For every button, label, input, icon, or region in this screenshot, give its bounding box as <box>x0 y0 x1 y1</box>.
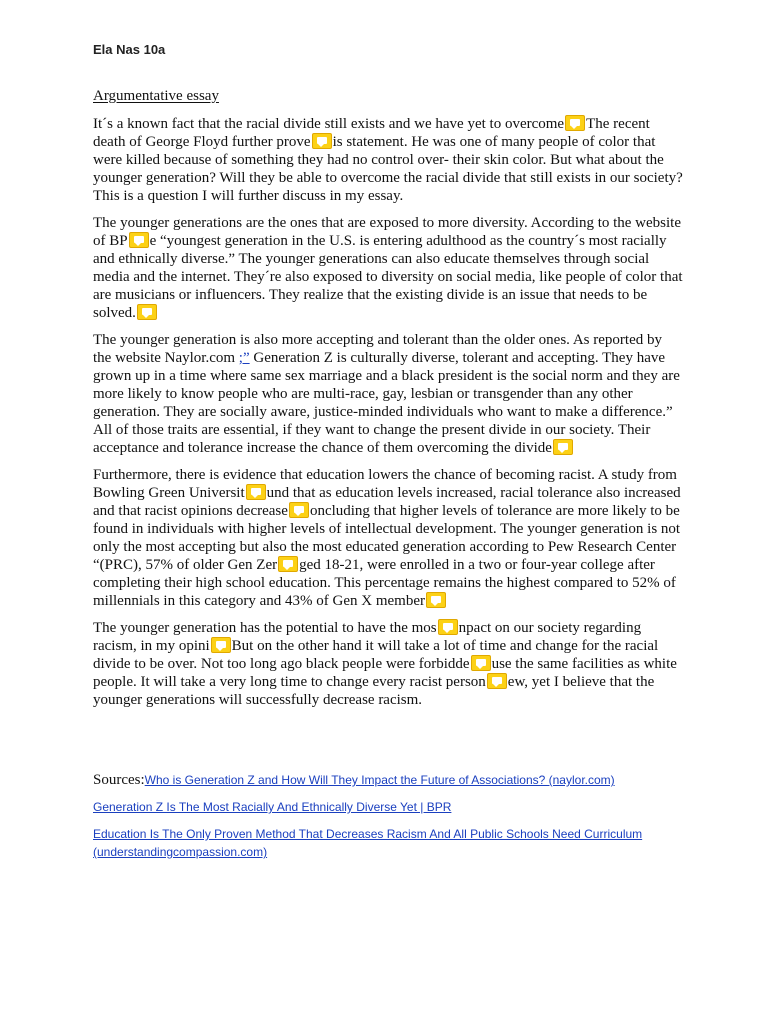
comment-icon[interactable] <box>278 556 298 572</box>
paragraph-4 <box>93 466 683 610</box>
text-run: is statement. He was one of many people of color that were killed because of something they had no control over- their skin color. But what about the younger generation? Will they be able to overcome the racial divide that still exists in our society? This is a question I will further discuss in my essay. <box>93 134 683 204</box>
comment-icon[interactable] <box>137 304 157 320</box>
paragraph-3 <box>93 331 683 457</box>
comment-icon[interactable] <box>438 619 458 635</box>
comment-icon[interactable] <box>312 133 332 149</box>
comment-icon[interactable] <box>211 637 231 653</box>
source-link[interactable]: Generation Z Is The Most Racially And Ethnically Diverse Yet | BPR <box>93 800 452 814</box>
source-link[interactable]: Who is Generation Z and How Will They Impact the Future of Associations? (naylor.com) <box>144 773 615 787</box>
text-run: use the same facilities as white people. It will take a very long time to change every racist person <box>93 656 677 690</box>
source-line-2 <box>93 798 683 816</box>
paragraph-5 <box>93 619 683 709</box>
footnote-link[interactable]: ;” <box>238 350 250 366</box>
comment-icon[interactable] <box>565 115 585 131</box>
text-run: e “youngest generation in the U.S. is entering adulthood as the country´s most racially and ethnically diverse.” The younger generations can also educate themselves through social media and the internet. They´re also exposed to diversity on social media, like people of color that are musicians or influencers. They realize that the existing divide is an issue that needs to be solved. <box>93 233 683 321</box>
comment-icon[interactable] <box>553 439 573 455</box>
text-run: npact on our society regarding racism, in my opini <box>93 620 642 654</box>
text-run: But on the other hand it will take a lot of time and change for the racial divide to be over. Not too long ago black people were forbidde <box>93 638 659 672</box>
text-run: ged 18-21, were enrolled in a two or four-year college after completing their high school education. This percentage remains the highest compared to 52% of millennials in this category and 43% of Gen X member <box>93 557 676 609</box>
text-run: The younger generations are the ones that are exposed to more diversity. According to the website of BP <box>93 215 682 249</box>
sources-label: Sources: <box>93 772 145 788</box>
comment-icon[interactable] <box>426 592 446 608</box>
text-run: The younger generation is also more accepting and tolerant than the older ones. As reported by the website Naylor.com <box>93 332 662 366</box>
source-line-3 <box>93 825 683 861</box>
paragraph-2 <box>93 214 683 322</box>
text-run: ew, yet I believe that the younger generations will successfully decrease racism. <box>93 674 655 708</box>
essay-body <box>93 115 683 718</box>
comment-icon[interactable] <box>289 502 309 518</box>
sources-section <box>93 771 683 870</box>
source-line-1 <box>93 771 683 789</box>
comment-icon[interactable] <box>487 673 507 689</box>
text-run: The recent death of George Floyd further prove <box>93 116 650 150</box>
paragraph-1 <box>93 115 683 205</box>
text-run: Generation Z is culturally diverse, tolerant and accepting. They have grown up in a time where same sex marriage and a black president is the social norm and they are more likely to know people who are multi-race, gay, lesbian or transgender than any other generation. They are socially aware, justice-minded individuals who want to make a difference.” All of those traits are essential, if they want to change the present divide in our society. Their acceptance and tolerance increase the chance of them overcoming the divide <box>93 350 680 456</box>
comment-icon[interactable] <box>471 655 491 671</box>
text-run: It´s a known fact that the racial divide still exists and we have yet to overcome <box>93 116 565 132</box>
comment-icon[interactable] <box>246 484 266 500</box>
text-run: oncluding that higher levels of tolerance are more likely to be found in individuals with higher levels of intellectual development. The younger generation is not only the most accepting but also the most educated generation according to Pew Research Center “(PRC), 57% of older Gen Zer <box>93 503 681 573</box>
text-run: und that as education levels increased, racial tolerance also increased and that racist opinions decrease <box>93 485 681 519</box>
comment-icon[interactable] <box>129 232 149 248</box>
source-link[interactable]: Education Is The Only Proven Method That Decreases Racism And All Public Schools Need Curriculum (understandingcompassion.com) <box>93 827 643 859</box>
author-header: Ela Nas 10a <box>93 42 166 57</box>
text-run: Furthermore, there is evidence that education lowers the chance of becoming racist. A study from Bowling Green Universit <box>93 467 677 501</box>
essay-title: Argumentative essay <box>93 88 219 104</box>
text-run: The younger generation has the potential to have the mos <box>93 620 437 636</box>
